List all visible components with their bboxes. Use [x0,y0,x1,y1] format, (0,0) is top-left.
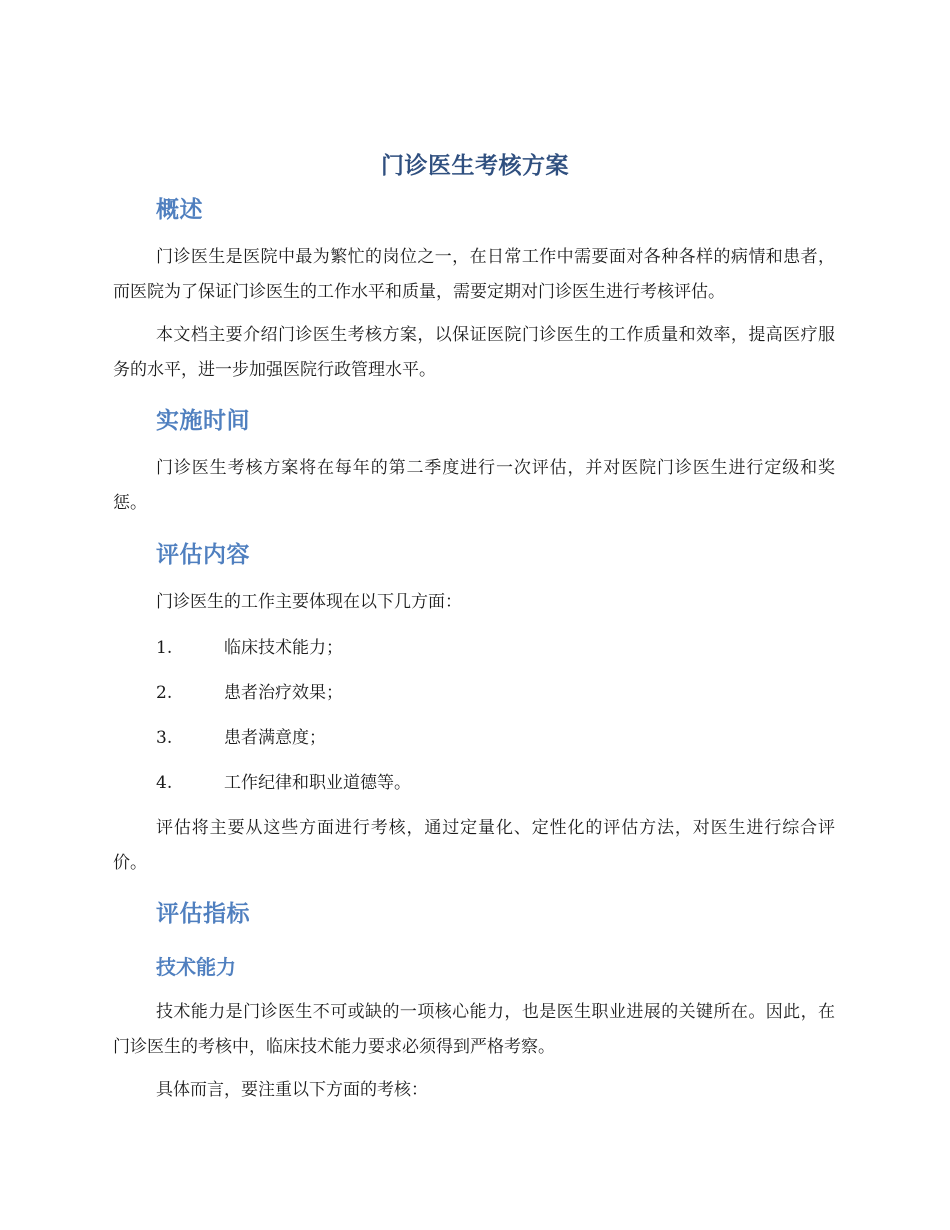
tech-paragraph-2: 具体而言，要注重以下方面的考核： [156,1080,428,1100]
heading-schedule: 实施时间 [156,408,250,434]
list-item [156,676,343,711]
list-item-number: 1. [156,638,173,658]
list-item-number: 3. [156,728,173,748]
content-summary: 评估将主要从这些方面进行考核，通过定量化、定性化的评估方法，对医生进行综合评价。 [113,818,835,873]
content-intro: 门诊医生的工作主要体现在以下几方面： [156,592,462,612]
subheading-tech: 技术能力 [156,955,236,979]
list-item [156,721,326,756]
list-item-text: 工作纪律和职业道德等。 [224,773,411,793]
overview-paragraph-2: 本文档主要介绍门诊医生考核方案，以保证医院门诊医生的工作质量和效率，提高医疗服务的水平，进一步加强医院行政管理水平。 [113,325,835,380]
list-item-number: 4. [156,773,173,793]
heading-indicators: 评估指标 [156,901,250,927]
schedule-paragraph: 门诊医生考核方案将在每年的第二季度进行一次评估，并对医院门诊医生进行定级和奖惩。 [113,458,835,513]
overview-paragraph-1: 门诊医生是医院中最为繁忙的岗位之一，在日常工作中需要面对各种各样的病情和患者，而医院为了保证门诊医生的工作水平和质量，需要定期对门诊医生进行考核评估。 [113,247,835,302]
list-item-text: 患者满意度； [224,728,326,748]
list-item [156,766,411,801]
list-item [156,631,343,666]
list-item-number: 2. [156,683,173,703]
heading-content: 评估内容 [156,542,250,568]
tech-paragraph-1: 技术能力是门诊医生不可或缺的一项核心能力，也是医生职业进展的关键所在。因此，在门诊医生的考核中，临床技术能力要求必须得到严格考察。 [113,1002,835,1057]
list-item-text: 患者治疗效果； [224,683,343,703]
document-title: 门诊医生考核方案 [381,153,569,179]
list-item-text: 临床技术能力； [224,638,343,658]
heading-overview: 概述 [156,197,203,223]
